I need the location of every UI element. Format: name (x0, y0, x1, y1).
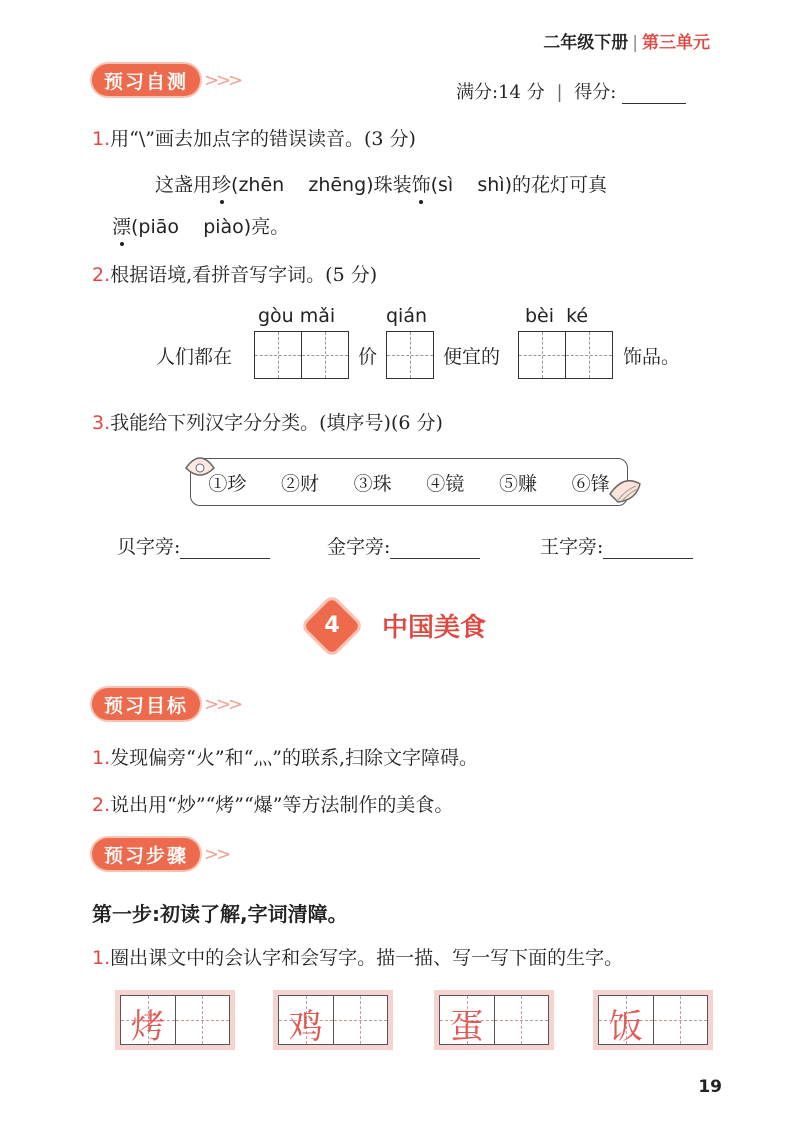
score-blank[interactable] (622, 83, 686, 104)
sentence-text: 价 (358, 346, 378, 368)
conch-icon (606, 470, 644, 508)
lesson-number: 4 (324, 613, 340, 638)
pinyin-gou-mai: gòu mǎi (258, 305, 336, 327)
goal-1 (92, 743, 478, 770)
practice-box[interactable] (593, 990, 713, 1050)
badge-label: 预习目标 (92, 688, 200, 720)
task-1 (92, 943, 623, 970)
question-prompt: 我能给下列汉字分分类。(填序号)(6 分) (110, 412, 443, 434)
dotted-char: 饰 (411, 174, 431, 196)
category-label: 王字旁: (540, 536, 604, 558)
sentence-text: 亮。 (251, 216, 290, 238)
lesson-title: 中国美食 (382, 613, 487, 643)
writing-grid-qian[interactable] (386, 331, 434, 379)
sentence-text: 人们都在 (156, 346, 233, 368)
char-option: ③珠 (353, 472, 392, 495)
goal-2 (92, 790, 453, 817)
section-badge-steps (92, 838, 228, 870)
answer-blank[interactable] (603, 538, 693, 559)
section-badge-self-test (92, 64, 240, 96)
category-wang (540, 532, 693, 559)
pinyin-options[interactable]: (piāo piào) (131, 216, 252, 238)
page-number: 19 (698, 1077, 722, 1097)
goal-number: 2. (92, 794, 111, 816)
category-jin (327, 532, 480, 559)
category-label: 金字旁: (327, 536, 391, 558)
score-area: 满分:14 分 | 得分: (456, 78, 686, 104)
char-option: ①珍 (208, 472, 247, 495)
sentence-text: 便宜的 (443, 346, 501, 368)
grade-label: 二年级下册 (543, 33, 629, 53)
trace-char: 饭 (608, 1007, 643, 1047)
writing-grid-bei-ke[interactable] (518, 331, 613, 379)
question-number: 1. (92, 128, 111, 150)
practice-box[interactable] (434, 990, 554, 1050)
practice-box[interactable] (273, 990, 393, 1050)
sentence-text: 的花灯可真 (512, 174, 608, 196)
badge-label: 预习步骤 (92, 838, 200, 870)
question-3 (92, 408, 443, 435)
question-prompt: 根据语境,看拼音写字词。(5 分) (110, 264, 378, 286)
char-option: ⑥锋 (571, 472, 610, 495)
sentence-text: 饰品。 (623, 346, 681, 368)
answer-blank[interactable] (180, 538, 270, 559)
chevrons-icon: >>> (204, 69, 241, 91)
chevrons-icon: >> (204, 843, 229, 865)
pinyin-bei-ke: bèi ké (525, 305, 589, 327)
task-number: 1. (92, 947, 111, 969)
character-scroll (190, 458, 628, 506)
category-bei (117, 532, 270, 559)
char-option: ②财 (280, 472, 319, 495)
trace-char: 蛋 (449, 1007, 484, 1047)
sentence-text: 珠装 (373, 174, 412, 196)
page-header: 二年级下册 | 第三单元 (543, 33, 710, 53)
badge-label: 预习自测 (92, 64, 200, 96)
goal-text: 发现偏旁“火”和“灬”的联系,扫除文字障碍。 (110, 747, 479, 769)
unit-label: 第三单元 (642, 33, 710, 53)
trace-char: 烤 (130, 1007, 165, 1047)
goal-number: 1. (92, 747, 111, 769)
question-prompt: 用“\”画去加点字的错误读音。(3 分) (110, 128, 416, 150)
task-text: 圈出课文中的会认字和会写字。描一描、写一写下面的生字。 (110, 947, 624, 969)
q1-sentence-line1 (155, 170, 607, 197)
category-label: 贝字旁: (117, 536, 181, 558)
char-option: ⑤赚 (498, 472, 537, 495)
dotted-char: 漂 (112, 216, 132, 238)
char-option: ④镜 (426, 472, 465, 495)
pinyin-qian: qián (386, 305, 428, 327)
q1-sentence-line2 (112, 212, 289, 239)
pinyin-options[interactable]: (sì shì) (430, 174, 512, 196)
question-number: 2. (92, 264, 111, 286)
sentence-text: 这盏用 (155, 174, 213, 196)
question-2 (92, 260, 377, 287)
full-score-label: 满分:14 分 (456, 82, 545, 103)
answer-blank[interactable] (390, 538, 480, 559)
pinyin-options[interactable]: (zhēn zhēng) (231, 174, 374, 196)
got-score-label: 得分: (574, 82, 617, 103)
goal-text: 说出用“炒”“烤”“爆”等方法制作的美食。 (110, 794, 454, 816)
section-badge-goals (92, 688, 240, 720)
trace-char: 鸡 (288, 1007, 323, 1047)
practice-box[interactable] (115, 990, 235, 1050)
dotted-char: 珍 (212, 174, 232, 196)
writing-grid-gou-mai[interactable] (254, 331, 349, 379)
step-heading: 第一步:初读了解,字词清障。 (92, 902, 348, 926)
clam-icon (183, 448, 217, 482)
question-1 (92, 124, 416, 151)
question-number: 3. (92, 412, 111, 434)
chevrons-icon: >>> (204, 693, 241, 715)
